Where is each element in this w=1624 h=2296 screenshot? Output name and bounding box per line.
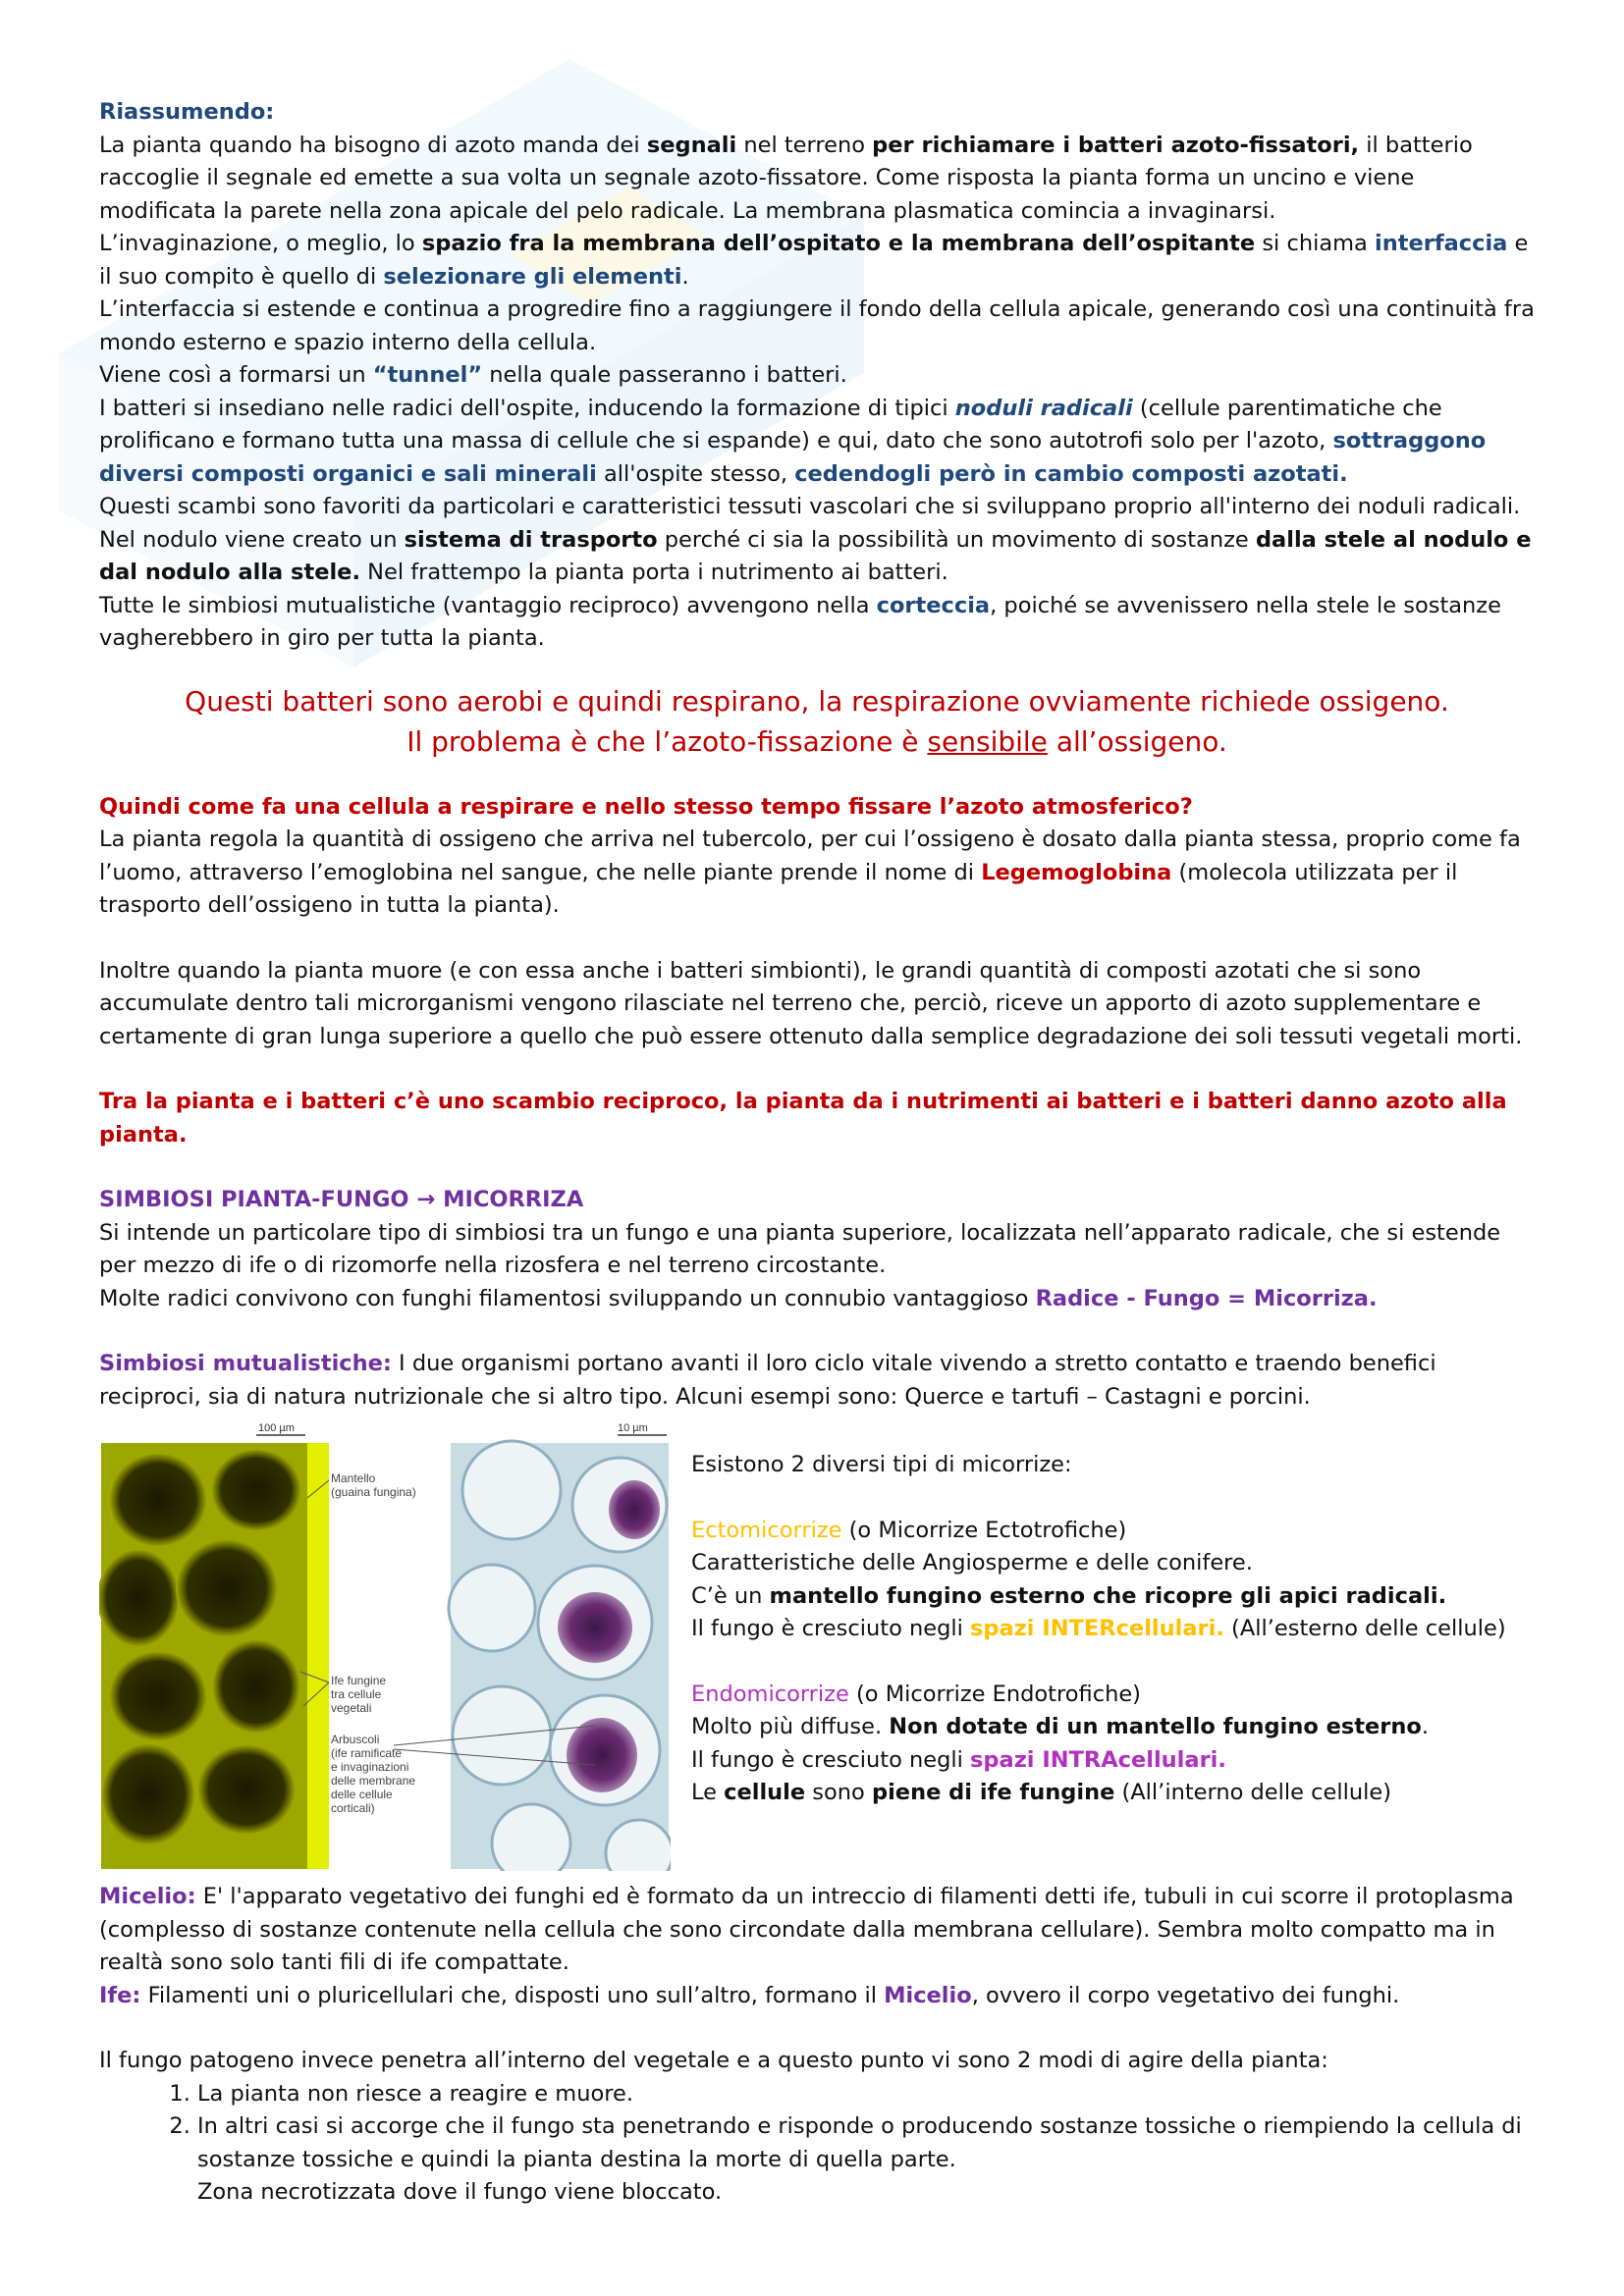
paragraph-noduli: I batteri si insediano nelle radici dell'ospite, inducendo la formazione di tipici noduli radicali (cellule parentimatiche che prolificano e formano tutta una massa di cellule che si espande) e qui, dato che sono autotrofi solo per l'azoto, sottraggono diversi composti organici e sali minerali all'ospite stesso, cedendogli però in cambio composti azotati. [99, 395, 1487, 487]
label-ife-1: Ife fungine [331, 1674, 387, 1687]
ecto-line-3: Il fungo è cresciuto negli spazi INTERcellulari. (All’esterno delle cellule) [691, 1616, 1506, 1641]
highlight-ossigeno [99, 681, 1535, 762]
paragraph-connubio: Molte radici convivono con funghi filamentosi sviluppando un connubio vantaggioso Radice - Fungo = Micorriza. [99, 1285, 1378, 1311]
label-arbuscoli-2: (ife ramificate [331, 1746, 403, 1760]
scale-bar-left: 100 µm [258, 1422, 295, 1434]
patogeno-list [99, 2078, 1535, 2177]
label-ife-3: vegetali [331, 1701, 372, 1715]
label-arbuscoli-3: e invaginazioni [331, 1760, 409, 1774]
paragraph-interfaccia: L’invaginazione, o meglio, lo spazio fra la membrana dell’ospitato e la membrana dell’ospitante si chiama interfaccia e il suo compito è quello di selezionare gli elementi. [99, 231, 1529, 290]
section-heading-micorriza: SIMBIOSI PIANTA-FUNGO → MICORRIZA [99, 1187, 584, 1212]
paragraph-zona-necrotizzata: Zona necrotizzata dove il fungo viene bloccato. [197, 2179, 723, 2205]
arrow-right-icon: → [416, 1187, 436, 1212]
label-arbuscoli-1: Arbuscoli [331, 1733, 380, 1746]
definition-ife: Ife: Filamenti uni o pluricellulari che, disposti uno sull’altro, formano il Micelio, ovvero il corpo vegetativo dei funghi. [99, 1982, 1400, 2008]
ecto-line-1: Caratteristiche delle Angiosperme e delle conifere. [691, 1550, 1253, 1575]
ecto-line-2: C’è un mantello fungino esterno che ricopre gli apici radicali. [691, 1582, 1447, 1609]
section-heading-riassumendo: Riassumendo: [99, 99, 275, 125]
paragraph-corteccia: Tutte le simbiosi mutualistiche (vantaggio reciproco) avvengono nella corteccia, poiché se avvenissero nella stele le sostanze vagherebbero in giro per tutta la pianta. [99, 592, 1501, 651]
paragraph-pianta-muore: Inoltre quando la pianta muore (e con essa anche i batteri simbionti), le grandi quantità di composti azotati che si sono accumulate dentro tali microrganismi vengono rilasciate nel terreno che, perciò, riceve un apporto di azoto supplementare e certamente di gran lunga superiore a quello che può essere ottenuto dalla semplice degradazione dei soli tessuti vegetali morti. [99, 957, 1523, 1049]
label-arbuscoli-5: delle cellule [331, 1788, 393, 1801]
scale-bar-right: 10 µm [618, 1422, 648, 1434]
paragraph-tunnel: Viene così a formarsi un “tunnel” nella quale passeranno i batteri. [99, 362, 847, 388]
question-respirazione: Quindi come fa una cellula a respirare e nello stesso tempo fissare l’azoto atmosferico? [99, 793, 1193, 820]
endo-title: Endomicorrize (o Micorrize Endotrofiche) [691, 1681, 1141, 1707]
ecto-title: Ectomicorrize (o Micorrize Ectotrofiche) [691, 1517, 1127, 1543]
endo-line-2: Il fungo è cresciuto negli spazi INTRAcellulari. [691, 1746, 1226, 1773]
paragraph-continuita: L’interfaccia si estende e continua a progredire fino a raggiungere il fondo della cellula apicale, generando così una continuità fra mondo esterno e spazio interno della cellula. [99, 296, 1535, 355]
paragraph-simbiosi-mutualistiche: Simbiosi mutualistiche: I due organismi portano avanti il loro ciclo vitale vivendo a stretto contatto e traendo benefici reciproci, sia di natura nutrizionale che si altro tipo. Alcuni esempi sono: Querce e tartufi – Castagni e porcini. [99, 1351, 1436, 1410]
list-item: 1. La pianta non riesce a reagire e muore. [197, 2078, 1535, 2111]
label-ife-2: tra cellule [331, 1687, 382, 1701]
mycorrhiza-micrograph-figure [99, 1421, 671, 1871]
paragraph-trasporto: Questi scambi sono favoriti da particolari e caratteristici tessuti vascolari che si sviluppano proprio all'interno dei noduli radicali. Nel nodulo viene creato un sistema di trasporto perché ci sia la possibilità un movimento di sostanze dalla stele al nodulo e dal nodulo alla stele. Nel frattempo la pianta porta i nutrimento ai batteri. [99, 494, 1532, 585]
paragraph-segnali: La pianta quando ha bisogno di azoto manda dei segnali nel terreno per richiamare i batteri azoto-fissatori, il batterio raccoglie il segnale ed emette a sua volta un segnale azoto-fissatore. Come risposta la pianta forma un uncino e viene modificata la parete nella zona apicale del pelo radicale. La membrana plasmatica comincia a invaginarsi. [99, 132, 1473, 224]
mycorrhiza-section [99, 1421, 1535, 1873]
definition-micelio: Micelio: E' l'apparato vegetativo dei funghi ed è formato da un intreccio di filamenti detti ife, tubuli in cui scorre il protoplasma (complesso di sostanze contenute nella cellula che sono circondate dalla membrana cellulare). Sembra molto compatto ma in realtà sono solo tanti fili di ife compattate. [99, 1884, 1514, 1975]
highlight-line-1: Questi batteri sono aerobi e quindi respirano, la respirazione ovviamente richiede ossigeno. [185, 684, 1449, 718]
endo-line-3: Le cellule sono piene di ife fungine (All’interno delle cellule) [691, 1780, 1392, 1805]
endo-line-1: Molto più diffuse. Non dotate di un mantello fungino esterno. [691, 1714, 1430, 1739]
list-item: 2. In altri casi si accorge che il fungo sta penetrando e risponde o producendo sostanze tossiche o riempiendo la cellula di sostanze tossiche e quindi la pianta destina la morte di quella parte. [197, 2110, 1535, 2176]
mycorrhiza-types [691, 1449, 1545, 1810]
label-mantello-1: Mantello [331, 1471, 376, 1485]
paragraph-patogeno: Il fungo patogeno invece penetra all’interno del vegetale e a questo punto vi sono 2 modi di agire della pianta: [99, 2048, 1328, 2073]
paragraph-legemoglobina: La pianta regola la quantità di ossigeno che arriva nel tubercolo, per cui l’ossigeno è dosato dalla pianta stessa, proprio come fa l’uomo, attraverso l’emoglobina nel sangue, che nelle piante prende il nome di Legemoglobina (molecola utilizzata per il trasporto dell’ossigeno in tutta la pianta). [99, 827, 1521, 918]
paragraph-micorriza-def: Si intende un particolare tipo di simbiosi tra un fungo e una pianta superiore, localizzata nell’apparato radicale, che si estende per mezzo di ife o di rizomorfe nella rizosfera e nel terreno circostante. [99, 1219, 1501, 1278]
label-mantello-2: (guaina fungina) [331, 1485, 416, 1499]
types-intro: Esistono 2 diversi tipi di micorrize: [691, 1452, 1072, 1477]
highlight-line-2: Il problema è che l’azoto-fissazione è sensibile all’ossigeno. [406, 724, 1227, 758]
label-arbuscoli-6: corticali) [331, 1801, 375, 1815]
label-arbuscoli-4: delle membrane [331, 1774, 416, 1788]
conclusion-scambio: Tra la pianta e i batteri c’è uno scambio reciproco, la pianta da i nutrimenti ai batteri e i batteri danno azoto alla pianta. [99, 1089, 1507, 1148]
